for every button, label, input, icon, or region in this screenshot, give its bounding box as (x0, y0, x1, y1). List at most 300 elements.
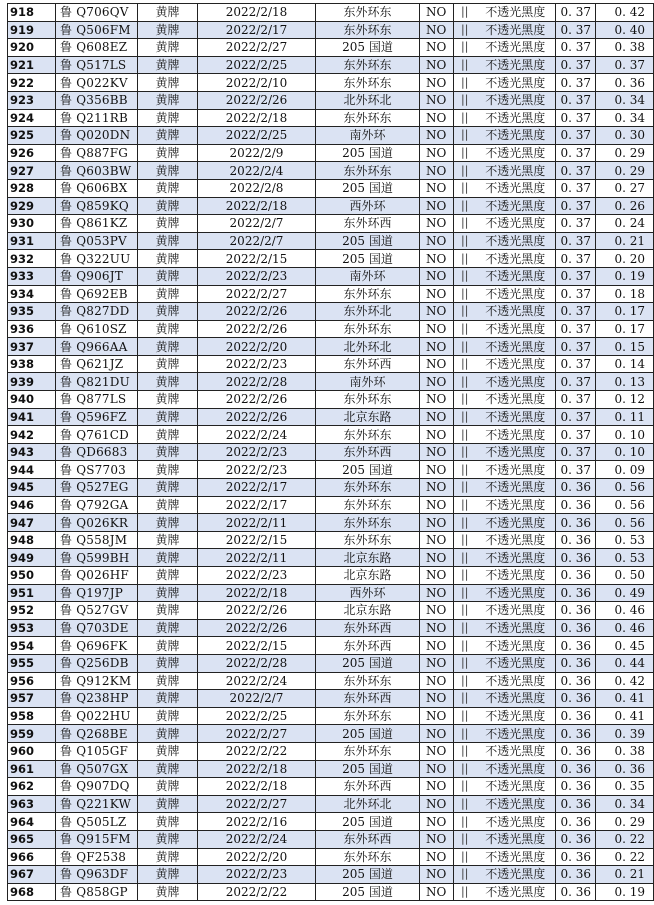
row-number-cell: 941 (8, 408, 56, 426)
separator-cell: || (454, 549, 476, 567)
test-type-cell: 不透光黑度 (476, 338, 556, 356)
result-flag-cell: NO (420, 461, 454, 479)
row-number-cell: 954 (8, 637, 56, 655)
separator-cell: || (454, 584, 476, 602)
plate-number-cell: 鲁 Q197JP (56, 584, 138, 602)
plate-color-cell: 黄牌 (138, 56, 198, 74)
table-row (8, 584, 654, 602)
limit-value-cell: 0. 36 (556, 637, 596, 655)
test-type-cell: 不透光黑度 (476, 232, 556, 250)
plate-color-cell: 黄牌 (138, 883, 198, 901)
limit-value-cell: 0. 36 (556, 549, 596, 567)
table-row (8, 391, 654, 409)
separator-cell: || (454, 883, 476, 901)
test-type-cell: 不透光黑度 (476, 39, 556, 57)
table-body (8, 4, 654, 901)
inspection-date-cell: 2022/2/15 (198, 531, 316, 549)
measured-value-cell: 0. 12 (596, 391, 654, 409)
limit-value-cell: 0. 37 (556, 179, 596, 197)
inspection-date-cell: 2022/2/18 (198, 109, 316, 127)
plate-number-cell: 鲁 Q610SZ (56, 320, 138, 338)
measured-value-cell: 0. 22 (596, 848, 654, 866)
separator-cell: || (454, 285, 476, 303)
limit-value-cell: 0. 37 (556, 267, 596, 285)
row-number-cell: 925 (8, 127, 56, 145)
location-cell: 东外环东 (316, 707, 420, 725)
limit-value-cell: 0. 36 (556, 531, 596, 549)
test-type-cell: 不透光黑度 (476, 813, 556, 831)
result-flag-cell: NO (420, 320, 454, 338)
test-type-cell: 不透光黑度 (476, 408, 556, 426)
inspection-date-cell: 2022/2/26 (198, 619, 316, 637)
inspection-date-cell: 2022/2/28 (198, 654, 316, 672)
test-type-cell: 不透光黑度 (476, 127, 556, 145)
inspection-date-cell: 2022/2/25 (198, 56, 316, 74)
limit-value-cell: 0. 37 (556, 39, 596, 57)
location-cell: 东外环东 (316, 514, 420, 532)
test-type-cell: 不透光黑度 (476, 637, 556, 655)
measured-value-cell: 0. 53 (596, 549, 654, 567)
separator-cell: || (454, 531, 476, 549)
limit-value-cell: 0. 37 (556, 303, 596, 321)
row-number-cell: 918 (8, 4, 56, 22)
limit-value-cell: 0. 36 (556, 848, 596, 866)
inspection-date-cell: 2022/2/10 (198, 74, 316, 92)
plate-number-cell: 鲁 Q877LS (56, 391, 138, 409)
inspection-date-cell: 2022/2/17 (198, 21, 316, 39)
plate-color-cell: 黄牌 (138, 250, 198, 268)
row-number-cell: 932 (8, 250, 56, 268)
plate-number-cell: 鲁 Q792GA (56, 496, 138, 514)
result-flag-cell: NO (420, 654, 454, 672)
plate-number-cell: 鲁 Q022KV (56, 74, 138, 92)
limit-value-cell: 0. 36 (556, 813, 596, 831)
limit-value-cell: 0. 36 (556, 479, 596, 497)
inspection-date-cell: 2022/2/25 (198, 127, 316, 145)
row-number-cell: 922 (8, 74, 56, 92)
separator-cell: || (454, 127, 476, 145)
result-flag-cell: NO (420, 690, 454, 708)
measured-value-cell: 0. 27 (596, 179, 654, 197)
separator-cell: || (454, 707, 476, 725)
limit-value-cell: 0. 37 (556, 285, 596, 303)
test-type-cell: 不透光黑度 (476, 443, 556, 461)
row-number-cell: 929 (8, 197, 56, 215)
limit-value-cell: 0. 36 (556, 672, 596, 690)
plate-color-cell: 黄牌 (138, 373, 198, 391)
limit-value-cell: 0. 36 (556, 778, 596, 796)
plate-number-cell: 鲁 Q599BH (56, 549, 138, 567)
limit-value-cell: 0. 36 (556, 619, 596, 637)
plate-color-cell: 黄牌 (138, 21, 198, 39)
measured-value-cell: 0. 42 (596, 4, 654, 22)
plate-color-cell: 黄牌 (138, 672, 198, 690)
inspection-date-cell: 2022/2/11 (198, 549, 316, 567)
result-flag-cell: NO (420, 355, 454, 373)
row-number-cell: 937 (8, 338, 56, 356)
plate-color-cell: 黄牌 (138, 866, 198, 884)
plate-color-cell: 黄牌 (138, 848, 198, 866)
separator-cell: || (454, 848, 476, 866)
table-row (8, 338, 654, 356)
plate-color-cell: 黄牌 (138, 637, 198, 655)
row-number-cell: 952 (8, 602, 56, 620)
plate-color-cell: 黄牌 (138, 778, 198, 796)
row-number-cell: 957 (8, 690, 56, 708)
test-type-cell: 不透光黑度 (476, 690, 556, 708)
plate-number-cell: 鲁 Q558JM (56, 531, 138, 549)
inspection-date-cell: 2022/2/26 (198, 391, 316, 409)
location-cell: 205 国道 (316, 250, 420, 268)
inspection-date-cell: 2022/2/7 (198, 232, 316, 250)
table-row (8, 443, 654, 461)
separator-cell: || (454, 179, 476, 197)
limit-value-cell: 0. 36 (556, 496, 596, 514)
result-flag-cell: NO (420, 109, 454, 127)
test-type-cell: 不透光黑度 (476, 355, 556, 373)
row-number-cell: 960 (8, 742, 56, 760)
result-flag-cell: NO (420, 637, 454, 655)
measured-value-cell: 0. 15 (596, 338, 654, 356)
separator-cell: || (454, 778, 476, 796)
test-type-cell: 不透光黑度 (476, 162, 556, 180)
test-type-cell: 不透光黑度 (476, 531, 556, 549)
plate-color-cell: 黄牌 (138, 338, 198, 356)
result-flag-cell: NO (420, 496, 454, 514)
limit-value-cell: 0. 36 (556, 690, 596, 708)
plate-number-cell: 鲁 Q608EZ (56, 39, 138, 57)
separator-cell: || (454, 830, 476, 848)
separator-cell: || (454, 567, 476, 585)
test-type-cell: 不透光黑度 (476, 303, 556, 321)
table-row (8, 39, 654, 57)
separator-cell: || (454, 461, 476, 479)
plate-number-cell: 鲁 Q963DF (56, 866, 138, 884)
location-cell: 东外环北 (316, 303, 420, 321)
plate-color-cell: 黄牌 (138, 391, 198, 409)
inspection-date-cell: 2022/2/24 (198, 830, 316, 848)
test-type-cell: 不透光黑度 (476, 21, 556, 39)
inspection-date-cell: 2022/2/24 (198, 672, 316, 690)
inspection-date-cell: 2022/2/15 (198, 637, 316, 655)
location-cell: 205 国道 (316, 866, 420, 884)
result-flag-cell: NO (420, 848, 454, 866)
separator-cell: || (454, 162, 476, 180)
row-number-cell: 919 (8, 21, 56, 39)
result-flag-cell: NO (420, 162, 454, 180)
plate-number-cell: 鲁 Q906JT (56, 267, 138, 285)
limit-value-cell: 0. 36 (556, 830, 596, 848)
row-number-cell: 966 (8, 848, 56, 866)
measured-value-cell: 0. 17 (596, 320, 654, 338)
inspection-date-cell: 2022/2/18 (198, 584, 316, 602)
plate-number-cell: 鲁 Q703DE (56, 619, 138, 637)
result-flag-cell: NO (420, 883, 454, 901)
location-cell: 205 国道 (316, 883, 420, 901)
plate-color-cell: 黄牌 (138, 232, 198, 250)
plate-color-cell: 黄牌 (138, 127, 198, 145)
plate-number-cell: 鲁 Q915FM (56, 830, 138, 848)
location-cell: 北外环北 (316, 91, 420, 109)
limit-value-cell: 0. 37 (556, 355, 596, 373)
separator-cell: || (454, 654, 476, 672)
limit-value-cell: 0. 36 (556, 866, 596, 884)
test-type-cell: 不透光黑度 (476, 285, 556, 303)
test-type-cell: 不透光黑度 (476, 883, 556, 901)
table-row (8, 619, 654, 637)
result-flag-cell: NO (420, 795, 454, 813)
limit-value-cell: 0. 37 (556, 391, 596, 409)
test-type-cell: 不透光黑度 (476, 602, 556, 620)
limit-value-cell: 0. 36 (556, 602, 596, 620)
plate-number-cell: 鲁 Q912KM (56, 672, 138, 690)
row-number-cell: 947 (8, 514, 56, 532)
separator-cell: || (454, 637, 476, 655)
inspection-date-cell: 2022/2/26 (198, 408, 316, 426)
plate-number-cell: 鲁 Q827DD (56, 303, 138, 321)
separator-cell: || (454, 813, 476, 831)
plate-number-cell: 鲁 Q696FK (56, 637, 138, 655)
result-flag-cell: NO (420, 373, 454, 391)
separator-cell: || (454, 514, 476, 532)
measured-value-cell: 0. 42 (596, 672, 654, 690)
row-number-cell: 935 (8, 303, 56, 321)
plate-number-cell: 鲁 Q238HP (56, 690, 138, 708)
table-row (8, 602, 654, 620)
result-flag-cell: NO (420, 21, 454, 39)
test-type-cell: 不透光黑度 (476, 74, 556, 92)
inspection-date-cell: 2022/2/18 (198, 197, 316, 215)
plate-number-cell: 鲁 Q907DQ (56, 778, 138, 796)
plate-number-cell: 鲁 Q761CD (56, 426, 138, 444)
separator-cell: || (454, 443, 476, 461)
location-cell: 东外环东 (316, 109, 420, 127)
plate-number-cell: 鲁 Q211RB (56, 109, 138, 127)
row-number-cell: 946 (8, 496, 56, 514)
separator-cell: || (454, 21, 476, 39)
separator-cell: || (454, 760, 476, 778)
plate-number-cell: 鲁 Q322UU (56, 250, 138, 268)
table-row (8, 725, 654, 743)
plate-color-cell: 黄牌 (138, 162, 198, 180)
result-flag-cell: NO (420, 215, 454, 233)
result-flag-cell: NO (420, 232, 454, 250)
row-number-cell: 927 (8, 162, 56, 180)
table-row (8, 866, 654, 884)
table-row (8, 654, 654, 672)
measured-value-cell: 0. 46 (596, 619, 654, 637)
inspection-date-cell: 2022/2/22 (198, 883, 316, 901)
test-type-cell: 不透光黑度 (476, 848, 556, 866)
test-type-cell: 不透光黑度 (476, 4, 556, 22)
separator-cell: || (454, 355, 476, 373)
location-cell: 东外环东 (316, 4, 420, 22)
plate-number-cell: 鲁 Q256DB (56, 654, 138, 672)
separator-cell: || (454, 144, 476, 162)
plate-number-cell: 鲁 Q706QV (56, 4, 138, 22)
row-number-cell: 955 (8, 654, 56, 672)
test-type-cell: 不透光黑度 (476, 584, 556, 602)
location-cell: 东外环东 (316, 56, 420, 74)
measured-value-cell: 0. 34 (596, 109, 654, 127)
measured-value-cell: 0. 39 (596, 725, 654, 743)
measured-value-cell: 0. 38 (596, 742, 654, 760)
plate-color-cell: 黄牌 (138, 602, 198, 620)
row-number-cell: 963 (8, 795, 56, 813)
inspection-date-cell: 2022/2/20 (198, 338, 316, 356)
inspection-date-cell: 2022/2/23 (198, 567, 316, 585)
separator-cell: || (454, 496, 476, 514)
plate-color-cell: 黄牌 (138, 619, 198, 637)
inspection-date-cell: 2022/2/11 (198, 514, 316, 532)
plate-color-cell: 黄牌 (138, 496, 198, 514)
limit-value-cell: 0. 36 (556, 514, 596, 532)
result-flag-cell: NO (420, 725, 454, 743)
test-type-cell: 不透光黑度 (476, 742, 556, 760)
separator-cell: || (454, 725, 476, 743)
measured-value-cell: 0. 24 (596, 215, 654, 233)
measured-value-cell: 0. 18 (596, 285, 654, 303)
plate-color-cell: 黄牌 (138, 707, 198, 725)
test-type-cell: 不透光黑度 (476, 109, 556, 127)
plate-number-cell: 鲁 Q861KZ (56, 215, 138, 233)
result-flag-cell: NO (420, 707, 454, 725)
plate-color-cell: 黄牌 (138, 584, 198, 602)
result-flag-cell: NO (420, 584, 454, 602)
location-cell: 东外环东 (316, 391, 420, 409)
row-number-cell: 951 (8, 584, 56, 602)
location-cell: 205 国道 (316, 144, 420, 162)
location-cell: 东外环西 (316, 830, 420, 848)
inspection-date-cell: 2022/2/23 (198, 443, 316, 461)
plate-number-cell: 鲁 Q966AA (56, 338, 138, 356)
result-flag-cell: NO (420, 602, 454, 620)
result-flag-cell: NO (420, 91, 454, 109)
plate-color-cell: 黄牌 (138, 725, 198, 743)
location-cell: 205 国道 (316, 179, 420, 197)
table-row (8, 778, 654, 796)
separator-cell: || (454, 672, 476, 690)
result-flag-cell: NO (420, 39, 454, 57)
row-number-cell: 923 (8, 91, 56, 109)
test-type-cell: 不透光黑度 (476, 496, 556, 514)
location-cell: 东外环东 (316, 479, 420, 497)
measured-value-cell: 0. 36 (596, 74, 654, 92)
limit-value-cell: 0. 37 (556, 162, 596, 180)
result-flag-cell: NO (420, 531, 454, 549)
table-row (8, 250, 654, 268)
measured-value-cell: 0. 21 (596, 866, 654, 884)
test-type-cell: 不透光黑度 (476, 391, 556, 409)
separator-cell: || (454, 479, 476, 497)
measured-value-cell: 0. 41 (596, 690, 654, 708)
inspection-date-cell: 2022/2/17 (198, 479, 316, 497)
plate-number-cell: 鲁 Q020DN (56, 127, 138, 145)
limit-value-cell: 0. 36 (556, 567, 596, 585)
inspection-date-cell: 2022/2/26 (198, 320, 316, 338)
inspection-date-cell: 2022/2/27 (198, 725, 316, 743)
location-cell: 东外环西 (316, 690, 420, 708)
table-row (8, 479, 654, 497)
test-type-cell: 不透光黑度 (476, 426, 556, 444)
inspection-date-cell: 2022/2/22 (198, 742, 316, 760)
result-flag-cell: NO (420, 619, 454, 637)
limit-value-cell: 0. 37 (556, 56, 596, 74)
inspection-date-cell: 2022/2/7 (198, 690, 316, 708)
separator-cell: || (454, 232, 476, 250)
measured-value-cell: 0. 49 (596, 584, 654, 602)
result-flag-cell: NO (420, 391, 454, 409)
result-flag-cell: NO (420, 267, 454, 285)
plate-color-cell: 黄牌 (138, 109, 198, 127)
result-flag-cell: NO (420, 672, 454, 690)
row-number-cell: 950 (8, 567, 56, 585)
plate-color-cell: 黄牌 (138, 654, 198, 672)
inspection-date-cell: 2022/2/8 (198, 179, 316, 197)
limit-value-cell: 0. 36 (556, 760, 596, 778)
limit-value-cell: 0. 36 (556, 584, 596, 602)
result-flag-cell: NO (420, 285, 454, 303)
inspection-date-cell: 2022/2/18 (198, 778, 316, 796)
result-flag-cell: NO (420, 127, 454, 145)
table-row (8, 672, 654, 690)
location-cell: 北京东路 (316, 567, 420, 585)
inspection-date-cell: 2022/2/26 (198, 303, 316, 321)
plate-number-cell: 鲁 Q026KR (56, 514, 138, 532)
plate-number-cell: 鲁 Q053PV (56, 232, 138, 250)
row-number-cell: 958 (8, 707, 56, 725)
table-row (8, 830, 654, 848)
table-row (8, 162, 654, 180)
location-cell: 205 国道 (316, 39, 420, 57)
location-cell: 东外环东 (316, 285, 420, 303)
plate-number-cell: 鲁 QF2538 (56, 848, 138, 866)
result-flag-cell: NO (420, 426, 454, 444)
limit-value-cell: 0. 37 (556, 461, 596, 479)
result-flag-cell: NO (420, 866, 454, 884)
test-type-cell: 不透光黑度 (476, 778, 556, 796)
result-flag-cell: NO (420, 778, 454, 796)
inspection-date-cell: 2022/2/9 (198, 144, 316, 162)
table-row (8, 426, 654, 444)
table-row (8, 21, 654, 39)
plate-color-cell: 黄牌 (138, 742, 198, 760)
test-type-cell: 不透光黑度 (476, 250, 556, 268)
measured-value-cell: 0. 53 (596, 531, 654, 549)
table-row (8, 232, 654, 250)
row-number-cell: 943 (8, 443, 56, 461)
separator-cell: || (454, 373, 476, 391)
plate-color-cell: 黄牌 (138, 531, 198, 549)
location-cell: 东外环东 (316, 74, 420, 92)
test-type-cell: 不透光黑度 (476, 197, 556, 215)
plate-number-cell: 鲁 Q507GX (56, 760, 138, 778)
result-flag-cell: NO (420, 408, 454, 426)
separator-cell: || (454, 197, 476, 215)
location-cell: 东外环西 (316, 619, 420, 637)
separator-cell: || (454, 866, 476, 884)
test-type-cell: 不透光黑度 (476, 320, 556, 338)
measured-value-cell: 0. 34 (596, 91, 654, 109)
plate-color-cell: 黄牌 (138, 567, 198, 585)
location-cell: 东外环东 (316, 162, 420, 180)
row-number-cell: 942 (8, 426, 56, 444)
separator-cell: || (454, 742, 476, 760)
plate-number-cell: 鲁 QS7703 (56, 461, 138, 479)
measured-value-cell: 0. 19 (596, 267, 654, 285)
limit-value-cell: 0. 37 (556, 144, 596, 162)
table-row (8, 742, 654, 760)
